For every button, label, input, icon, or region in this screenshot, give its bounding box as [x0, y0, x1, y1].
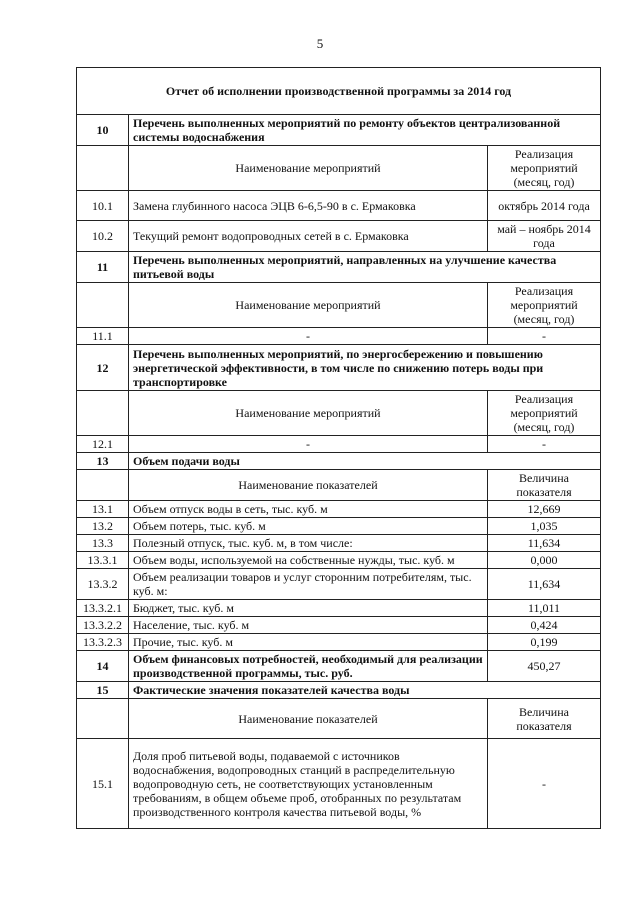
row-value: - [488, 328, 601, 345]
empty-cell [77, 470, 129, 501]
empty-cell [77, 699, 129, 739]
row-name: Полезный отпуск, тыс. куб. м, в том числе: [129, 535, 488, 552]
row-name: Объем реализации товаров и услуг сторонним потребителям, тыс. куб. м: [129, 569, 488, 600]
row-number: 13.3.2.3 [77, 634, 129, 651]
section-title: Перечень выполненных мероприятий, направленных на улучшение качества питьевой воды [129, 252, 601, 283]
column-header-row [77, 391, 601, 436]
table-row [77, 535, 601, 552]
row-number: 13.3.2 [77, 569, 129, 600]
column-header-name: Наименование показателей [129, 699, 488, 739]
report-title: Отчет об исполнении производственной программы за 2014 год [77, 68, 601, 115]
row-name: Бюджет, тыс. куб. м [129, 600, 488, 617]
table-row [77, 569, 601, 600]
table-row [77, 191, 601, 221]
row-value: - [488, 739, 601, 829]
empty-cell [77, 283, 129, 328]
table-row [77, 518, 601, 535]
table-row [77, 501, 601, 518]
section-header-14 [77, 651, 601, 682]
row-number: 13.3.2.1 [77, 600, 129, 617]
column-header-row [77, 283, 601, 328]
section-number: 14 [77, 651, 129, 682]
section-header-11 [77, 252, 601, 283]
empty-cell [77, 391, 129, 436]
column-header-name: Наименование показателей [129, 470, 488, 501]
row-name: Замена глубинного насоса ЭЦВ 6-6,5-90 в с. Ермаковка [129, 191, 488, 221]
row-value: 0,000 [488, 552, 601, 569]
table-row [77, 328, 601, 345]
row-value: октябрь 2014 года [488, 191, 601, 221]
row-number: 13.3.2.2 [77, 617, 129, 634]
empty-cell [77, 146, 129, 191]
section-title: Перечень выполненных мероприятий по ремонту объектов централизованной системы водоснабжения [129, 115, 601, 146]
table-row [77, 739, 601, 829]
section-title: Объем финансовых потребностей, необходимый для реализации производственной программы, тыс. руб. [129, 651, 488, 682]
page-number: 5 [316, 36, 324, 51]
row-value: 0,424 [488, 617, 601, 634]
column-header-value: Величина показателя [488, 699, 601, 739]
section-header-12 [77, 345, 601, 391]
table-row [77, 600, 601, 617]
row-value: 11,634 [488, 569, 601, 600]
section-header-13 [77, 453, 601, 470]
row-name: Население, тыс. куб. м [129, 617, 488, 634]
column-header-row [77, 146, 601, 191]
row-value: - [488, 436, 601, 453]
row-number: 11.1 [77, 328, 129, 345]
row-value: 0,199 [488, 634, 601, 651]
column-header-value: Реализация мероприятий (месяц, год) [488, 391, 601, 436]
column-header-name: Наименование мероприятий [129, 391, 488, 436]
section-number: 13 [77, 453, 129, 470]
row-name: Объем потерь, тыс. куб. м [129, 518, 488, 535]
row-number: 13.2 [77, 518, 129, 535]
report-table [76, 67, 601, 829]
section-header-15 [77, 682, 601, 699]
section-title: Объем подачи воды [129, 453, 601, 470]
table-row [77, 634, 601, 651]
section-number: 12 [77, 345, 129, 391]
financial-needs-value: 450,27 [488, 651, 601, 682]
row-name: Объем отпуск воды в сеть, тыс. куб. м [129, 501, 488, 518]
row-number: 10.1 [77, 191, 129, 221]
row-value: 12,669 [488, 501, 601, 518]
row-value: 11,634 [488, 535, 601, 552]
row-value: май – ноябрь 2014 года [488, 221, 601, 252]
row-number: 13.3.1 [77, 552, 129, 569]
section-number: 15 [77, 682, 129, 699]
table-row [77, 436, 601, 453]
row-value: 11,011 [488, 600, 601, 617]
section-title: Перечень выполненных мероприятий, по энергосбережению и повышению энергетической эффективности, в том числе по снижению потерь воды при транспортировке [129, 345, 601, 391]
column-header-row [77, 699, 601, 739]
row-name: Текущий ремонт водопроводных сетей в с. Ермаковка [129, 221, 488, 252]
section-title: Фактические значения показателей качества воды [129, 682, 601, 699]
table-row [77, 221, 601, 252]
column-header-name: Наименование мероприятий [129, 146, 488, 191]
row-name: - [129, 436, 488, 453]
row-value: 1,035 [488, 518, 601, 535]
table-row [77, 617, 601, 634]
report-title-row [77, 68, 601, 115]
column-header-name: Наименование мероприятий [129, 283, 488, 328]
row-number: 15.1 [77, 739, 129, 829]
row-number: 13.1 [77, 501, 129, 518]
row-number: 10.2 [77, 221, 129, 252]
column-header-value: Реализация мероприятий (месяц, год) [488, 146, 601, 191]
table-row [77, 552, 601, 569]
column-header-value: Реализация мероприятий (месяц, год) [488, 283, 601, 328]
section-header-10 [77, 115, 601, 146]
column-header-value: Величина показателя [488, 470, 601, 501]
column-header-row [77, 470, 601, 501]
row-name: Объем воды, используемой на собственные нужды, тыс. куб. м [129, 552, 488, 569]
row-name: - [129, 328, 488, 345]
row-name: Прочие, тыс. куб. м [129, 634, 488, 651]
row-number: 12.1 [77, 436, 129, 453]
section-number: 10 [77, 115, 129, 146]
section-number: 11 [77, 252, 129, 283]
row-name: Доля проб питьевой воды, подаваемой с источников водоснабжения, водопроводных станций в распределительную водопроводную сеть, не соответствующих установленным требованиям, в общем объеме проб, отобранных по результатам производственного контроля качества питьевой воды, % [129, 739, 488, 829]
row-number: 13.3 [77, 535, 129, 552]
